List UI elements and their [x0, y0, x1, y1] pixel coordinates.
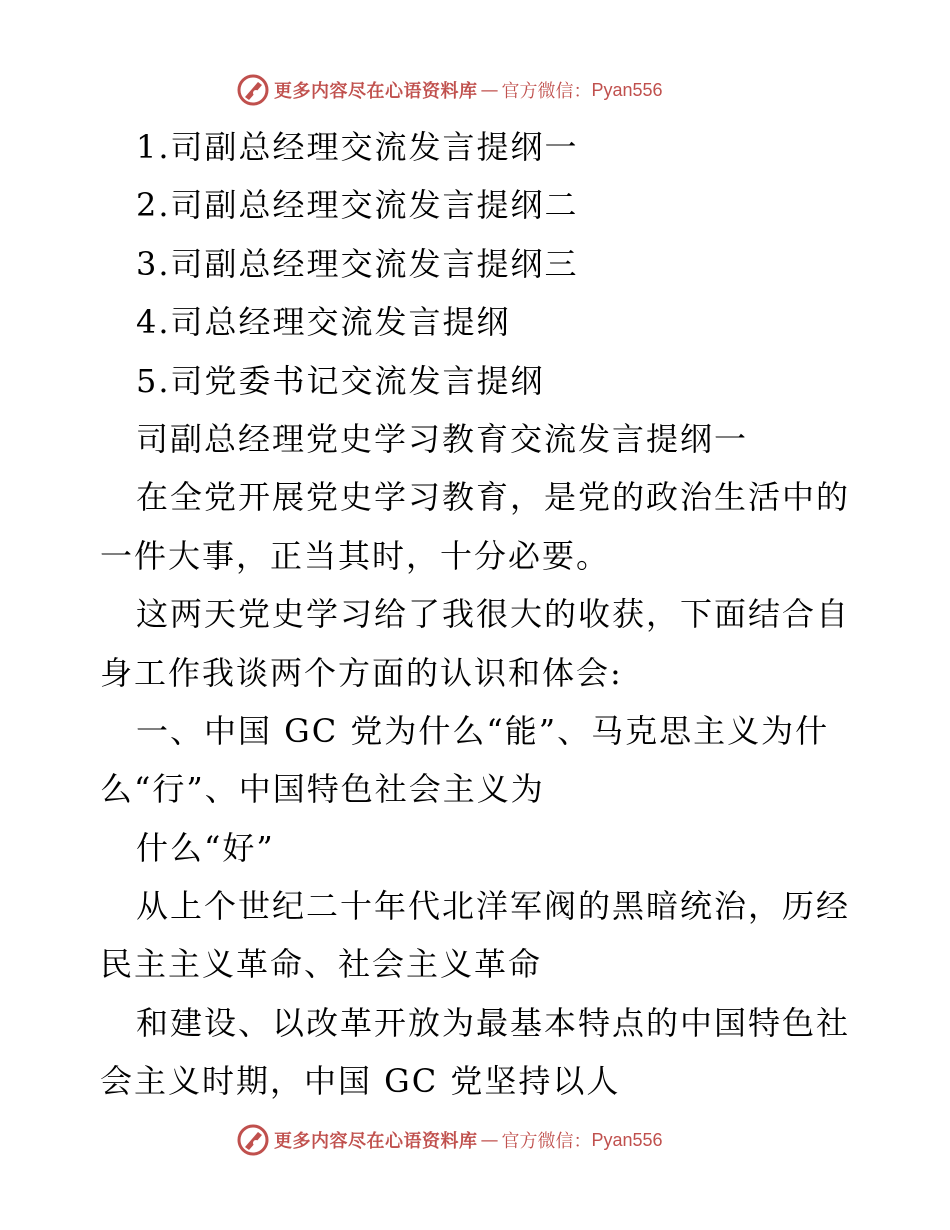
text-line: 和建设、以改革开放为最基本特点的中国特色社 [136, 1003, 851, 1042]
watermark-wechat-id: Pyan556 [591, 1129, 663, 1150]
watermark-separator: — [480, 1129, 499, 1151]
text-line: 4.司总经理交流发言提纲 [136, 303, 511, 342]
section-heading: 什么“好” [136, 828, 275, 867]
text-line: 在全党开展党史学习教育，是党的政治生活中的 [136, 478, 851, 517]
text-line: 身工作我谈两个方面的认识和体会: [100, 653, 623, 692]
section-heading: 一、中国 GC 党为什么“能”、马克思主义为什 [136, 711, 830, 750]
watermark-text: 更多内容尽在心语资料库 [274, 1131, 478, 1152]
text-line: 1.司副总经理交流发言提纲一 [136, 128, 579, 166]
text-line: 一件大事，正当其时，十分必要。 [100, 536, 611, 575]
header-watermark [236, 72, 716, 108]
document-body [100, 118, 860, 1111]
watermark-wechat-label: 官方微信： [501, 81, 592, 102]
pen-seal-icon [236, 1123, 270, 1157]
document-title: 司副总经理党史学习教育交流发言提纲一 [136, 419, 749, 458]
text-line: 5.司党委书记交流发言提纲 [136, 361, 545, 400]
watermark-wechat-id: Pyan556 [591, 79, 663, 100]
text-line: 3.司副总经理交流发言提纲三 [136, 244, 579, 283]
text-line: 民主主义革命、社会主义革命 [100, 945, 543, 984]
watermark-separator: — [480, 79, 499, 101]
text-line: 2.司副总经理交流发言提纲二 [136, 186, 579, 225]
text-line: 会主义时期，中国 GC 党坚持以人 [100, 1062, 621, 1101]
text-line: 这两天党史学习给了我很大的收获，下面结合自 [136, 595, 851, 634]
watermark-text: 更多内容尽在心语资料库 [274, 81, 478, 102]
footer-watermark [236, 1122, 716, 1158]
text-line: 从上个世纪二十年代北洋军阀的黑暗统治，历经 [136, 887, 851, 926]
watermark-wechat-label: 官方微信： [501, 1131, 592, 1152]
pen-seal-icon [236, 73, 270, 107]
section-heading: 么“行”、中国特色社会主义为 [100, 770, 545, 809]
